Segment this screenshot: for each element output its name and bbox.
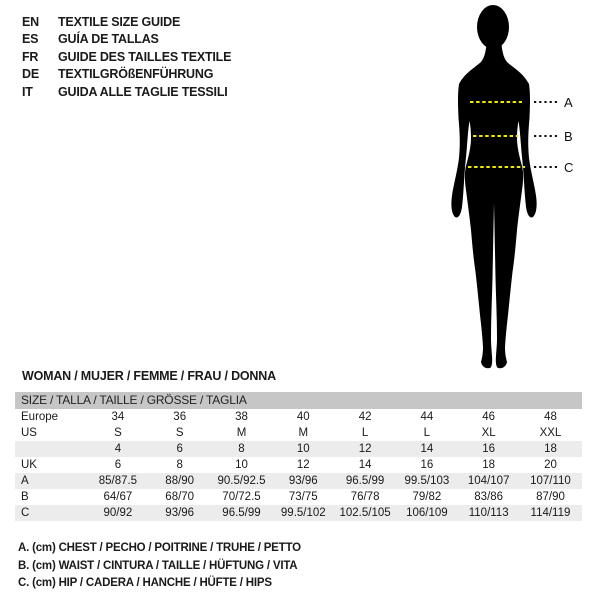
cell: 40 [296,411,310,423]
marker-label-c: C [564,160,574,175]
table-row-hip [15,505,582,521]
cell: 34 [111,411,125,423]
row-label: A [21,475,29,487]
cell: 8 [176,459,183,471]
table-row-uk [15,457,582,473]
lang-label: GUÍA DE TALLAS [58,32,159,47]
cell: 93/96 [288,475,318,487]
cell: 76/78 [350,491,380,503]
cell: 10 [296,443,310,455]
cell: 102.5/105 [339,507,391,519]
cell: 110/113 [468,507,509,519]
cell: 70/72.5 [222,491,261,503]
cell: 20 [544,459,557,471]
legend-item-waist: B. (cm) WAIST / CINTURA / TAILLE / HÜFTUNG / VITA [18,559,298,572]
lang-label: GUIDA ALLE TAGLIE TESSILI [58,84,228,99]
cell: M [236,427,247,439]
cell: 36 [173,411,187,423]
cell: 14 [358,459,372,471]
cell: 93/96 [165,507,195,519]
cell: 73/75 [288,491,318,503]
table-row-us-numeric [15,441,582,457]
cell: XXL [539,427,562,439]
row-label: C [21,507,30,519]
cell: XL [481,427,496,439]
cell: 8 [238,443,245,455]
cell: 99.5/103 [404,475,450,487]
lang-code: EN [22,15,39,29]
size-table-header: SIZE / TALLA / TAILLE / GRÖSSE / TAGLIA [15,392,582,409]
row-label: Europe [21,411,59,423]
cell: 106/109 [406,507,448,519]
cell: 107/110 [530,475,571,487]
cell: 79/82 [412,491,442,503]
cell: 44 [420,411,434,423]
row-label: US [21,427,37,439]
legend-item-hip: C. (cm) HIP / CADERA / HANCHE / HÜFTE / HIPS [18,577,272,590]
cell: 42 [358,411,372,423]
cell: 12 [358,443,372,455]
lang-code: FR [22,49,39,64]
lang-code: IT [22,84,33,99]
cell: 4 [114,443,122,455]
table-row-europe [15,409,582,425]
lang-code: ES [22,32,39,47]
cell: 99.5/102 [280,507,326,519]
cell: 96.5/99 [222,507,261,519]
cell: 16 [482,443,496,455]
lang-row-de [22,66,231,83]
lang-code: DE [22,67,39,82]
cell: 10 [235,459,248,471]
cell: M [298,427,309,439]
cell: S [175,427,184,439]
cell: 114/119 [530,507,571,519]
lang-label: TEXTILE SIZE GUIDE [58,15,181,29]
cell: 83/86 [474,491,504,503]
measurement-figure [440,0,600,390]
cell: 85/87.5 [98,475,138,487]
marker-label-a: A [564,95,573,110]
cell: 18 [544,443,557,455]
cell: 96.5/99 [345,475,385,487]
language-list [22,14,231,101]
cell: S [114,427,122,439]
table-row-chest [15,473,582,489]
cell: 64/67 [103,491,133,503]
section-title: WOMAN / MUJER / FEMME / FRAU / DONNA [22,369,276,383]
size-table [15,392,582,521]
measurement-legend [18,540,301,593]
lang-row-es [22,31,231,48]
lang-row-fr [22,49,231,66]
row-label: B [21,491,29,503]
cell: 38 [235,411,248,423]
cell: 87/90 [536,491,565,503]
cell: 104/107 [467,475,510,487]
legend-item-chest: A. (cm) CHEST / PECHO / POITRINE / TRUHE / PETTO [18,542,301,554]
marker-label-b: B [564,129,573,144]
cell: 12 [296,459,310,471]
lang-row-en [22,14,231,31]
cell: 68/70 [165,491,195,503]
lang-row-it [22,84,231,101]
row-label: UK [21,459,37,471]
row-label [15,441,87,457]
cell: L [423,427,431,439]
table-row-waist [15,489,582,505]
cell: 46 [482,411,496,423]
cell: 88/90 [165,475,195,487]
cell: 16 [420,459,434,471]
cell: L [361,427,369,439]
cell: 90.5/92.5 [217,475,266,487]
cell: 6 [114,459,122,471]
cell: 14 [420,443,434,455]
lang-label: GUIDE DES TAILLES TEXTILE [58,49,232,64]
cell: 18 [482,459,496,471]
cell: 90/92 [103,507,133,519]
cell: 48 [544,411,557,423]
cell: 6 [176,443,183,455]
lang-label: TEXTILGRÖßENFÜHRUNG [58,67,214,82]
woman-silhouette-icon [440,0,600,390]
table-row-us [15,425,582,441]
